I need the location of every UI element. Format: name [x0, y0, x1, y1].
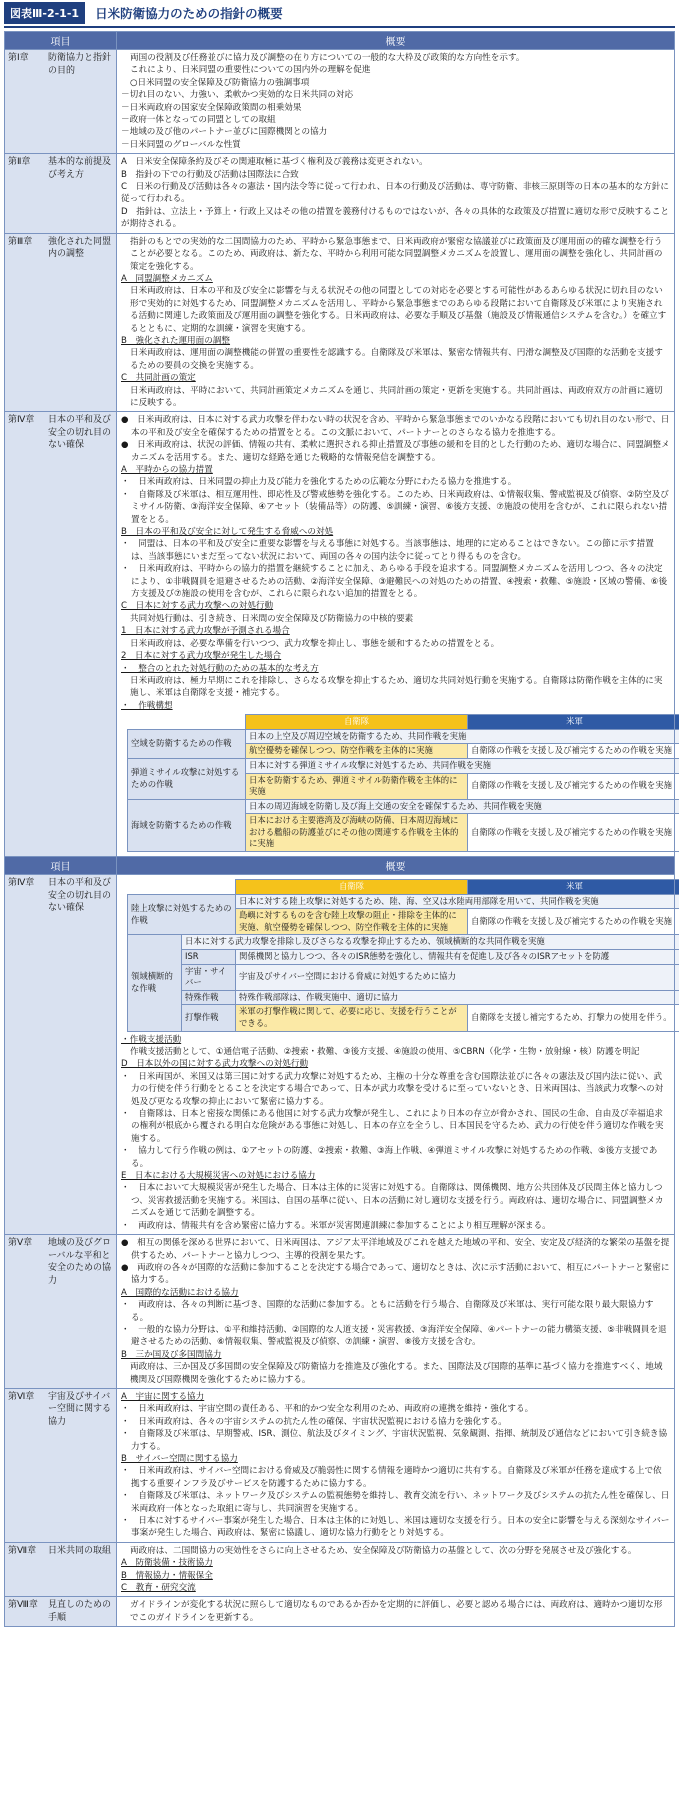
us-forces-header: 米軍 — [468, 880, 679, 895]
text-line: 日米両政府は、運用面の調整機能の併置の重要性を認識する。自衛隊及び米軍は、緊密な情報共有、円滑な調整及び国際的な活動を支援するための要員の交換を実施する。 — [130, 348, 663, 371]
text-line: C 日米の行動及び活動は各々の憲法・国内法令等に従って行われ、日本の行動及び活動は、専守防衛、非核三原則等の日本の基本的な方針に従って行われる。 — [121, 182, 669, 205]
chapter-title: 基本的な前提及び考え方 — [48, 157, 112, 180]
chapter-number: 第Ⅵ章 — [8, 1391, 35, 1402]
text-line: 作戦支援活動として、①通信電子活動、②捜索・救難、③後方支援、④施設の使用、⑤CBRN（化学・生物・放射線・核）防護を明記 — [130, 1047, 640, 1057]
subheading: A 同盟調整メカニズム — [121, 273, 213, 284]
chapter-title: 地域の及びグローバルな平和と安全のための協力 — [48, 1238, 112, 1286]
column-header-summary: 概要 — [117, 857, 675, 875]
figure — [4, 0, 675, 1627]
bullet-line: ・ 一般的な協力分野は、①平和維持活動、②国際的な人道支援・災害救援、③海洋安全保障、④パートナーの能力構築支援、⑤非戦闘員を退避させるための活動、⑥情報収集、警戒監視及び偵察、⑦訓練・演習、⑧後方支援を含む。 — [121, 1324, 667, 1348]
bullet-line: ・ 両政府は、情報共有を含め緊密に協力する。米軍が災害関連訓練に参加することにより相互理解が深まる。 — [121, 1220, 551, 1231]
chapter-number: 第Ⅶ章 — [8, 1545, 37, 1556]
subheading: A 防衛装備・技術協力 — [121, 1558, 213, 1569]
column-header-item: 項目 — [5, 857, 117, 875]
subheading: A 平時からの協力措置 — [121, 465, 213, 475]
chapter-cell — [5, 875, 117, 1235]
subheading: C 日本に対する武力攻撃への対処行動 — [121, 601, 274, 612]
bullet-line: ・ 日本に対するサイバー事案が発生した場合、日本は主体的に対処し、米国は適切な支援を行う。日本の安全に影響を与える深刻なサイバー事案が発生した場合、両政府は、緊密に協議し、適切な協力行動をとり対処する。 — [121, 1516, 670, 1539]
chapter-number: 第Ⅰ章 — [8, 53, 29, 63]
joint-operation: 日本に対する武力攻撃を排除し及びさらなる攻撃を抑止するため、領域横断的な共同作戦を実施 — [182, 935, 679, 950]
text-line: 両政府は、二国間協力の実効性をさらに向上させるため、安全保障及び防衛協力の基盤として、次の分野を発展させ及び強化する。 — [130, 1545, 637, 1556]
figure-header — [4, 0, 675, 28]
subheading: 2 日本に対する武力攻撃が発生した場合 — [121, 651, 282, 662]
joint-operation: 日本に対する弾道ミサイル攻撃に対処するため、共同作戦を実施 — [246, 758, 679, 773]
subheading: A 国際的な活動における協力 — [121, 1287, 239, 1298]
operation-category: 陸上攻撃に対処するための作戦 — [128, 894, 236, 935]
subheading: E 日本における大規模災害への対処における協力 — [121, 1171, 316, 1182]
chapter-summary — [117, 412, 675, 857]
table-header-row-repeat — [5, 857, 675, 875]
operation-category: 空域を防衛するための作戦 — [128, 729, 246, 758]
sub-category: 特殊作戦 — [182, 990, 236, 1005]
bullet-line: ・ 日米両政府は、各々の宇宙システムの抗たん性の確保、宇宙状況監視における協力を強化する。 — [121, 1416, 507, 1427]
chapter-summary — [117, 233, 675, 412]
subheading: B 日本の平和及び安全に対して発生する脅威への対処 — [121, 527, 334, 538]
chapter-cell — [5, 154, 117, 233]
chapter-row-7 — [5, 1542, 675, 1597]
chapter-cell — [5, 1388, 117, 1542]
jsdf-role: 米軍の打撃作戦に関して、必要に応じ、支援を行うことができる。 — [236, 1005, 468, 1031]
text-line: 日米両政府は、極力早期にこれを排除し、さらなる攻撃を抑止するため、適切な共同対処行動を実施する。自衛隊は防衛作戦を主体的に実施し、米軍は自衛隊を支援・補完する。 — [130, 675, 663, 699]
bullet-line: ・ 日米両政府は、平時からの協力的措置を継続することに加え、あらゆる手段を追求する。同盟調整メカニズムを活用しつつ、各々の決定により、①非戦闘員を退避させるための活動、②海洋安全保障、③避難民への対処のための措置、④捜索・救難、⑤施設・区域の警備、⑥後方支援及び⑦施設の使用を含むが、これらに限られない追加的措置をとる。 — [121, 564, 668, 600]
chapter-summary — [117, 875, 675, 1235]
text-line: 共同対処行動は、引き続き、日米間の安全保障及び防衛協力の中核的要素 — [130, 613, 414, 624]
joint-operation: 関係機関と協力しつつ、各々のISR態勢を強化し、情報共有を促進し及び各々のISRアセットを防護 — [236, 950, 679, 965]
bullet-line: ● 日米両政府は、状況の評価、情報の共有、柔軟に選択される抑止措置及び事態の緩和を目的とした行動のため、適切な場合に、同盟調整メカニズムを活用する。また、適切な経路を通じた戦略的な情報発信を調整する。 — [121, 440, 670, 463]
jsdf-role: 日本を防衛するため、弾道ミサイル防衛作戦を主体的に実施 — [246, 773, 468, 799]
chapter-number: 第Ⅷ章 — [8, 1600, 38, 1611]
chapter-summary — [117, 1597, 675, 1627]
chapter-cell — [5, 412, 117, 857]
text-line: D 指針は、立法上・予算上・行政上又はその他の措置を義務付けるものではないが、各々の具体的な政策及び措置に適切な形で反映することが期待される。 — [121, 206, 670, 230]
operation-category: 領域横断的な作戦 — [128, 935, 182, 1031]
guidelines-table — [4, 31, 675, 1627]
subheading: B 強化された運用面の調整 — [121, 335, 231, 346]
bullet-line: ・ 日米両政府は、宇宙空間の責任ある、平和的かつ安全な利用のため、両政府の連携を維持・強化する。 — [121, 1404, 534, 1415]
chapter-title: 見直しのための手順 — [48, 1600, 112, 1623]
joint-operation: 日本に対する陸上攻撃に対処するため、陸、海、空又は水陸両用部隊を用いて、共同作戦を実施 — [236, 894, 679, 909]
chapter-cell — [5, 1235, 117, 1389]
chapter-row-5 — [5, 1235, 675, 1389]
text-line: 指針のもとでの実効的な二国間協力のため、平時から緊急事態まで、日米両政府が緊密な協議並びに政策面及び運用面の的確な調整を行うことが必要となる。このため、両政府は、新たな、平時から利用可能な同盟調整メカニズムを設置し、運用面の調整を強化し、共同計画の策定を強化する。 — [130, 236, 663, 272]
bullet-icon: ● — [121, 1238, 138, 1249]
us-role: 自衛隊の作戦を支援し及び補完するための作戦を実施 — [468, 909, 679, 935]
text-line: －日米同盟のグローバルな性質 — [121, 139, 241, 150]
joint-operation: 日本の上空及び周辺空域を防衛するため、共同作戦を実施 — [246, 729, 679, 744]
chapter-row-2 — [5, 154, 675, 233]
text-line: 両国の役割及び任務並びに協力及び調整の在り方についての一般的な大枠及び政策的な方向性を示す。 — [130, 53, 525, 63]
subheading: B 三か国及び多国間協力 — [121, 1349, 222, 1360]
bullet-line: ・ 自衛隊は、日本と密接な関係にある他国に対する武力攻撃が発生し、これにより日本の存立が脅かされ、国民の生命、自由及び幸福追求の権利が根底から覆される明白な危険がある事態に対処し、日本の存立を全うし、日本国民を守るため、武力の行使を伴う適切な作戦を実施する。 — [121, 1109, 664, 1144]
bullet-line: ・ 同盟は、日本の平和及び安全に重要な影響を与える事態に対処する。当該事態は、地理的に定めることはできない。この節に示す措置は、当該事態にいまだ至ってない状況において、両国の各々の国内法令に従ってとり得るものを含む。 — [121, 539, 654, 562]
operations-table — [127, 714, 679, 852]
bullet-line: ・ 自衛隊及び米軍は、ネットワーク及びシステムの監視態勢を維持し、教育交流を行い、ネットワーク及びシステムの抗たん性を確保し、日米両政府一体となった取組に寄与し、共同演習を実施する。 — [121, 1491, 670, 1514]
operation-category: 弾道ミサイル攻撃に対処するための作戦 — [128, 758, 246, 799]
text-line: 日米両政府は、日本の平和及び安全に影響を与える状況その他の同盟としての対応を必要とする可能性があるあらゆる状況に切れ目のない形で実効的に対処するため、同盟調整メカニズムを活用し、平時から緊急事態までのあらゆる段階において自衛隊及び米軍により実施される活動に関連した政策面及び運用面の調整を強化する。日米両政府は、必要な手順及び基盤（施設及び情報通信システムを含む。）を確立するとともに、定期的な訓練・演習を実施する。 — [130, 286, 667, 334]
text-line: ガイドラインが変化する状況に照らして適切なものであるか否かを定期的に評価し、必要と認める場合には、両政府は、適時かつ適切な形でこのガイドラインを更新する。 — [130, 1600, 663, 1623]
us-role: 自衛隊の作戦を支援し及び補完するための作戦を実施 — [468, 744, 679, 759]
subheading: ・ 作戦構想 — [121, 700, 173, 711]
chapter-row-8 — [5, 1597, 675, 1627]
subheading: B サイバー空間に関する協力 — [121, 1454, 238, 1464]
figure-title: 日米防衛協力のための指針の概要 — [95, 6, 283, 21]
subheading: 1 日本に対する武力攻撃が予測される場合 — [121, 626, 290, 637]
text-line: －政府一体となっての同盟としての取組 — [121, 115, 276, 126]
chapter-row-3 — [5, 233, 675, 412]
bullet-line: ・ 日本において大規模災害が発生した場合、日本は主体的に災害に対処する。自衛隊は、関係機関、地方公共団体及び民間主体と協力しつつ、災害救援活動を実施する。米国は、自国の基準に従い、日本の活動に対し適切な支援を行う。両政府は、適切な場合に、同盟調整メカニズムを通じて活動を調整する。 — [121, 1183, 664, 1219]
joint-operation: 特殊作戦部隊は、作戦実施中、適切に協力 — [236, 990, 679, 1005]
text-line: ○日米同盟の安全保障及び防衛協力の強調事項 — [130, 77, 310, 88]
figure-label: 図表Ⅲ-2-1-1 — [4, 2, 85, 24]
chapter-row-4-continued — [5, 875, 675, 1235]
column-header-item: 項目 — [5, 32, 117, 50]
subheading: ・ 整合のとれた対処行動のための基本的な考え方 — [121, 663, 319, 674]
column-header-summary: 概要 — [117, 32, 675, 50]
bullet-line: ・ 日米両政府は、日米同盟の抑止力及び能力を強化するための広範な分野にわたる協力を推進する。 — [121, 477, 517, 488]
chapter-row-6 — [5, 1388, 675, 1542]
text-line: 日米両政府は、必要な準備を行いつつ、武力攻撃を抑止し、事態を緩和するための措置をとる。 — [130, 638, 500, 649]
us-role: 自衛隊の作戦を支援し及び補完するための作戦を実施 — [468, 773, 679, 799]
subheading: C 共同計画の策定 — [121, 373, 196, 384]
chapter-row-4 — [5, 412, 675, 857]
chapter-number: 第Ⅳ章 — [8, 878, 35, 889]
bullet-line: ・ 自衛隊及び米軍は、早期警戒、ISR、測位、航法及びタイミング、宇宙状況監視、気象観測、指揮、統制及び通信などにおいて引き続き協力する。 — [121, 1429, 668, 1452]
table-header-row — [5, 32, 675, 50]
chapter-number: 第Ⅱ章 — [8, 157, 31, 168]
bullet-icon: ● — [121, 440, 138, 451]
jsdf-role: 島嶼に対するものを含む陸上攻撃の阻止・排除を主体的に実施、航空優勢を確保しつつ、防空作戦を主体的に実施 — [236, 909, 468, 935]
text-line: これにより、日米同盟の重要性についての国内外の理解を促進 — [130, 65, 371, 76]
chapter-cell — [5, 50, 117, 154]
operation-category: 海域を防衛するための作戦 — [128, 799, 246, 851]
joint-operation: 日本の周辺海域を防衛し及び海上交通の安全を確保するため、共同作戦を実施 — [246, 799, 679, 814]
subheading: B 情報協力・情報保全 — [121, 1570, 213, 1581]
joint-operation: 宇宙及びサイバー空間における脅威に対処するために協力 — [236, 964, 679, 990]
subheading: A 宇宙に関する協力 — [121, 1391, 205, 1402]
chapter-summary — [117, 1235, 675, 1389]
bullet-line: ● 相互の関係を深める世界において、日米両国は、アジア太平洋地域及びこれを越えた地域の平和、安全、安定及び経済的な繁栄の基盤を提供するため、パートナーと協力しつつ、主導的役割を果たす。 — [121, 1238, 670, 1261]
bullet-line: ● 日米両政府は、日本に対する武力攻撃を伴わない時の状況を含め、平時から緊急事態までのいかなる段階においても切れ目のない形で、日本の平和及び安全を確保するための措置をとる。この文脈において、パートナーとのさらなる協力を推進する。 — [121, 415, 670, 438]
chapter-summary — [117, 50, 675, 154]
chapter-summary — [117, 1388, 675, 1542]
bullet-line: ・ 日米両政府は、サイバー空間における脅威及び脆弱性に関する情報を適時かつ適切に共有する。自衛隊及び米軍が任務を達成する上で依拠する重要インフラ及びサービスを防護するために協力する。 — [121, 1466, 662, 1489]
chapter-cell — [5, 1542, 117, 1597]
chapter-cell — [5, 1597, 117, 1627]
subheading: ・作戦支援活動 — [121, 1034, 182, 1045]
text-line: －切れ目のない、力強い、柔軟かつ実効的な日米共同の対応 — [121, 90, 354, 101]
text-line: 日米両政府は、平時において、共同計画策定メカニズムを通じ、共同計画の策定・更新を実施する。共同計画は、両政府双方の計画に適切に反映する。 — [130, 385, 663, 408]
chapter-title: 宇宙及びサイバー空間に関する協力 — [48, 1391, 112, 1427]
chapter-cell — [5, 233, 117, 412]
subheading: D 日本以外の国に対する武力攻撃への対処行動 — [121, 1059, 309, 1070]
chapter-number: 第Ⅳ章 — [8, 415, 35, 426]
jsdf-header: 自衛隊 — [236, 880, 468, 895]
text-line: －日米両政府の国家安全保障政策間の相乗効果 — [121, 102, 302, 113]
jsdf-role: 日本における主要港湾及び海峡の防備、日本周辺海域における艦船の防護並びにその他の関連する作戦を主体的に実施 — [246, 814, 468, 852]
sub-category: ISR — [182, 950, 236, 965]
bullet-line: ・ 協力して行う作戦の例は、①アセットの防護、②捜索・救難、③海上作戦、④弾道ミサイル攻撃に対処するための作戦、⑤後方支援である。 — [121, 1146, 658, 1169]
jsdf-role: 航空優勢を確保しつつ、防空作戦を主体的に実施 — [246, 744, 468, 759]
bullet-line: ・ 自衛隊及び米軍は、相互運用性、即応性及び警戒態勢を強化する。このため、日米両政府は、①情報収集、警戒監視及び偵察、②防空及びミサイル防衛、③海洋安全保障、④アセット（装備品等）の防護、⑤訓練・演習、⑥後方支援、⑦施設の使用を含むが、これに限られない措置をとる。 — [121, 489, 669, 525]
chapter-number: 第Ⅲ章 — [8, 236, 33, 247]
bullet-icon: ● — [121, 1262, 138, 1273]
text-line: 両政府は、三か国及び多国間の安全保障及び防衛協力を推進及び強化する。また、国際法及び国際的基準に基づく協力を推進すべく、地域機関及び国際機関を強化するために協力する。 — [130, 1362, 663, 1385]
bullet-icon: ● — [121, 415, 138, 426]
bullet-line: ● 両政府の各々が国際的な活動に参加することを決定する場合であって、適切なときは、次に示す活動において、相互にパートナーと緊密に協力する。 — [121, 1262, 670, 1286]
us-forces-header: 米軍 — [468, 715, 679, 730]
subheading: C 教育・研究交流 — [121, 1583, 196, 1594]
chapter-summary — [117, 154, 675, 233]
bullet-line: ・ 日米両国が、米国又は第三国に対する武力攻撃に対処するため、主権の十分な尊重を含む国際法並びに各々の憲法及び国内法に従い、武力の行使を伴う行動をとることを決定する場合であって、日本が武力攻撃を受けるに至っていないとき、日米両国は、当該武力攻撃への対処及び更なる攻撃の抑止において緊密に協力する。 — [121, 1071, 664, 1107]
chapter-summary — [117, 1542, 675, 1597]
bullet-line: ・ 両政府は、各々の判断に基づき、国際的な活動に参加する。ともに活動を行う場合、自衛隊及び米軍は、実行可能な限り最大限協力する。 — [121, 1300, 654, 1323]
chapter-row-1 — [5, 50, 675, 154]
sub-category: 打撃作戦 — [182, 1005, 236, 1031]
chapter-number: 第Ⅴ章 — [8, 1238, 33, 1249]
text-line: B 指針の下での行動及び活動は国際法に合致 — [121, 169, 299, 180]
chapter-title: 日本の平和及び安全の切れ目のない確保 — [48, 415, 112, 451]
chapter-title: 強化された同盟内の調整 — [48, 236, 112, 260]
chapter-title: 防衛協力と指針の目的 — [48, 53, 112, 76]
text-line: A 日米安全保障条約及びその関連取極に基づく権利及び義務は変更されない。 — [121, 157, 428, 168]
text-line: －地域の及び他のパートナー並びに国際機関との協力 — [121, 127, 328, 138]
us-role: 自衛隊の作戦を支援し及び補完するための作戦を実施 — [468, 814, 679, 852]
chapter-title: 日本の平和及び安全の切れ目のない確保 — [48, 878, 112, 914]
chapter-title: 日米共同の取組 — [48, 1545, 112, 1556]
sub-category: 宇宙・サイバー — [182, 964, 236, 990]
jsdf-header: 自衛隊 — [246, 715, 468, 730]
operations-table-2 — [127, 879, 679, 1032]
us-role: 自衛隊を支援し補完するため、打撃力の使用を伴う。 — [468, 1005, 679, 1031]
